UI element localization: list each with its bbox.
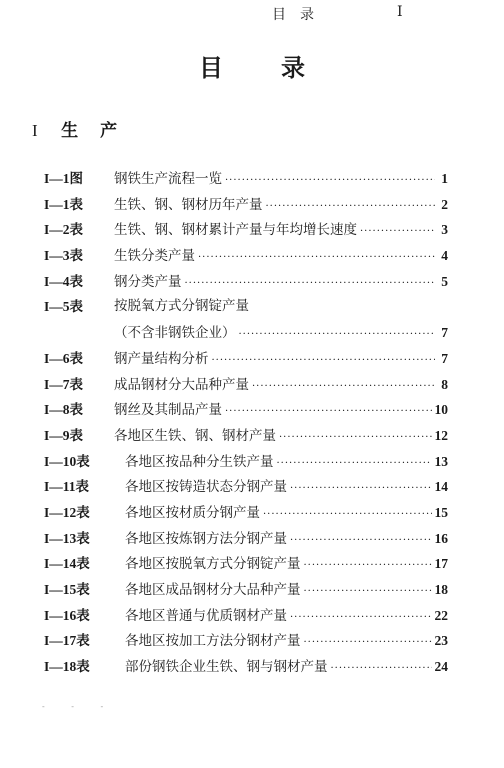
toc-entry-code: I—4表 <box>44 273 84 289</box>
toc-leader-dots <box>304 553 432 579</box>
toc-leader-dots <box>360 219 435 245</box>
toc-leader-dots <box>290 605 432 631</box>
toc-entry-code: I—11表 <box>44 479 90 495</box>
toc-entry[interactable] <box>44 628 448 654</box>
toc-entry-page-number: 15 <box>434 504 448 520</box>
toc-entry-code: I—5表 <box>44 299 84 315</box>
toc-entry-code: I—15表 <box>44 582 90 597</box>
toc-entry-page-number: 7 <box>441 325 448 341</box>
toc-leader-dots <box>277 451 432 477</box>
toc-entry-page-number: 10 <box>434 402 448 418</box>
toc-entry-label: 生铁、钢、钢材累计产量与年均增长速度 <box>114 222 357 239</box>
toc-entry-page-number: 18 <box>434 582 448 597</box>
table-of-contents <box>44 166 448 680</box>
toc-entry-code: I—12表 <box>44 504 90 520</box>
toc-entry-label: 各地区成品钢材分大品种产量 <box>125 582 301 598</box>
section-heading <box>32 116 139 141</box>
toc-entry[interactable] <box>44 320 448 346</box>
toc-entry-page-number: 16 <box>434 530 448 546</box>
toc-entry-label: 各地区按品种分生铁产量 <box>125 453 274 470</box>
toc-entry-page-number: 3 <box>441 222 448 238</box>
toc-entry-label: 各地区生铁、钢、钢材产量 <box>114 427 276 444</box>
toc-entry[interactable] <box>44 346 448 372</box>
toc-leader-dots <box>290 476 432 502</box>
toc-entry[interactable] <box>44 577 448 603</box>
toc-leader-dots <box>198 245 435 271</box>
toc-entry[interactable] <box>44 500 448 526</box>
toc-entry[interactable] <box>44 449 448 475</box>
toc-entry-page-number: 1 <box>441 171 448 186</box>
toc-entry-label: 钢分类产量 <box>114 273 182 290</box>
toc-entry-code: I—6表 <box>44 350 84 366</box>
toc-entry-label: 各地区按铸造状态分钢产量 <box>125 479 287 496</box>
toc-entry-code: I—10表 <box>44 453 90 469</box>
toc-entry[interactable] <box>44 526 448 552</box>
toc-leader-dots <box>263 502 432 528</box>
toc-entry-page-number: 13 <box>434 453 448 469</box>
toc-leader-dots <box>185 271 436 297</box>
toc-entry-label: 成品钢材分大品种产量 <box>114 376 249 393</box>
toc-entry-page-number: 24 <box>434 659 448 675</box>
section-numeral: I <box>32 121 38 140</box>
toc-entry-code: I—1表 <box>44 196 84 212</box>
toc-leader-dots <box>304 579 432 605</box>
toc-entry-label: （不含非钢铁企业） <box>114 325 236 342</box>
toc-entry[interactable] <box>44 474 448 500</box>
toc-entry-code: I—1图 <box>44 171 84 186</box>
toc-leader-dots <box>304 630 432 656</box>
toc-entry-page-number: 17 <box>434 556 448 572</box>
toc-leader-dots <box>279 425 432 451</box>
toc-entry-code: I—14表 <box>44 556 90 572</box>
toc-entry-label: 生铁、钢、钢材历年产量 <box>114 196 263 213</box>
toc-entry-page-number: 22 <box>434 607 448 623</box>
toc-entry-code: I—7表 <box>44 376 84 392</box>
toc-entry[interactable] <box>44 243 448 269</box>
toc-entry-label: 各地区按脱氧方式分钢锭产量 <box>125 556 301 573</box>
toc-leader-dots <box>225 399 432 425</box>
toc-leader-dots <box>225 168 435 194</box>
running-header-title: 目录 <box>272 7 328 23</box>
toc-entry-code: I—17表 <box>44 633 90 649</box>
toc-leader-dots <box>212 348 436 374</box>
toc-entry-code: I—9表 <box>44 427 84 443</box>
toc-entry[interactable] <box>44 269 448 295</box>
toc-entry-page-number: 5 <box>441 273 448 289</box>
toc-entry-code: I—2表 <box>44 222 84 238</box>
toc-entry-page-number: 8 <box>441 376 448 392</box>
toc-leader-dots <box>290 528 432 554</box>
toc-entry[interactable] <box>44 192 448 218</box>
toc-leader-dots <box>239 322 436 348</box>
page-title: 目录 <box>199 54 363 82</box>
toc-entry-page-number: 23 <box>434 633 448 649</box>
toc-entry-page-number: 12 <box>434 427 448 443</box>
toc-entry[interactable] <box>44 397 448 423</box>
toc-entry-code: I—3表 <box>44 248 84 264</box>
toc-entry-page-number: 2 <box>441 196 448 212</box>
toc-entry[interactable] <box>44 372 448 398</box>
toc-entry-code: I—13表 <box>44 530 90 546</box>
toc-leader-dots <box>252 374 435 400</box>
toc-entry-label: 各地区按炼钢方法分钢产量 <box>125 530 287 547</box>
toc-entry-label: 各地区普通与优质钢材产量 <box>125 607 287 624</box>
toc-entry-code: I—18表 <box>44 659 90 675</box>
toc-leader-dots <box>331 656 432 682</box>
toc-entry[interactable] <box>44 654 448 680</box>
scan-artifact: - - - <box>42 702 116 711</box>
toc-entry-label: 按脱氧方式分钢锭产量 <box>114 298 249 315</box>
toc-entry-label: 钢丝及其制品产量 <box>114 402 222 419</box>
toc-entry[interactable] <box>44 603 448 629</box>
toc-entry[interactable] <box>44 217 448 243</box>
running-header-section-numeral: I <box>397 4 403 20</box>
toc-entry-label: 生铁分类产量 <box>114 248 195 265</box>
toc-entry-label: 各地区按加工方法分钢材产量 <box>125 633 301 650</box>
toc-entry[interactable] <box>44 294 448 320</box>
toc-entry[interactable] <box>44 423 448 449</box>
toc-entry-label: 钢铁生产流程一览 <box>114 171 222 187</box>
toc-entry-label: 钢产量结构分析 <box>114 350 209 367</box>
toc-leader-dots <box>266 194 436 220</box>
toc-entry-label: 部份钢铁企业生铁、钢与钢材产量 <box>125 659 328 676</box>
toc-entry[interactable] <box>44 166 448 192</box>
toc-entry-page-number: 14 <box>434 479 448 495</box>
toc-entry-code: I—8表 <box>44 402 84 418</box>
toc-entry-label: 各地区按材质分钢产量 <box>125 504 260 521</box>
toc-entry-code: I—16表 <box>44 607 90 623</box>
toc-entry[interactable] <box>44 551 448 577</box>
toc-entry-page-number: 4 <box>441 248 448 264</box>
toc-entry-page-number: 7 <box>441 350 448 366</box>
section-title: 生产 <box>61 121 140 141</box>
